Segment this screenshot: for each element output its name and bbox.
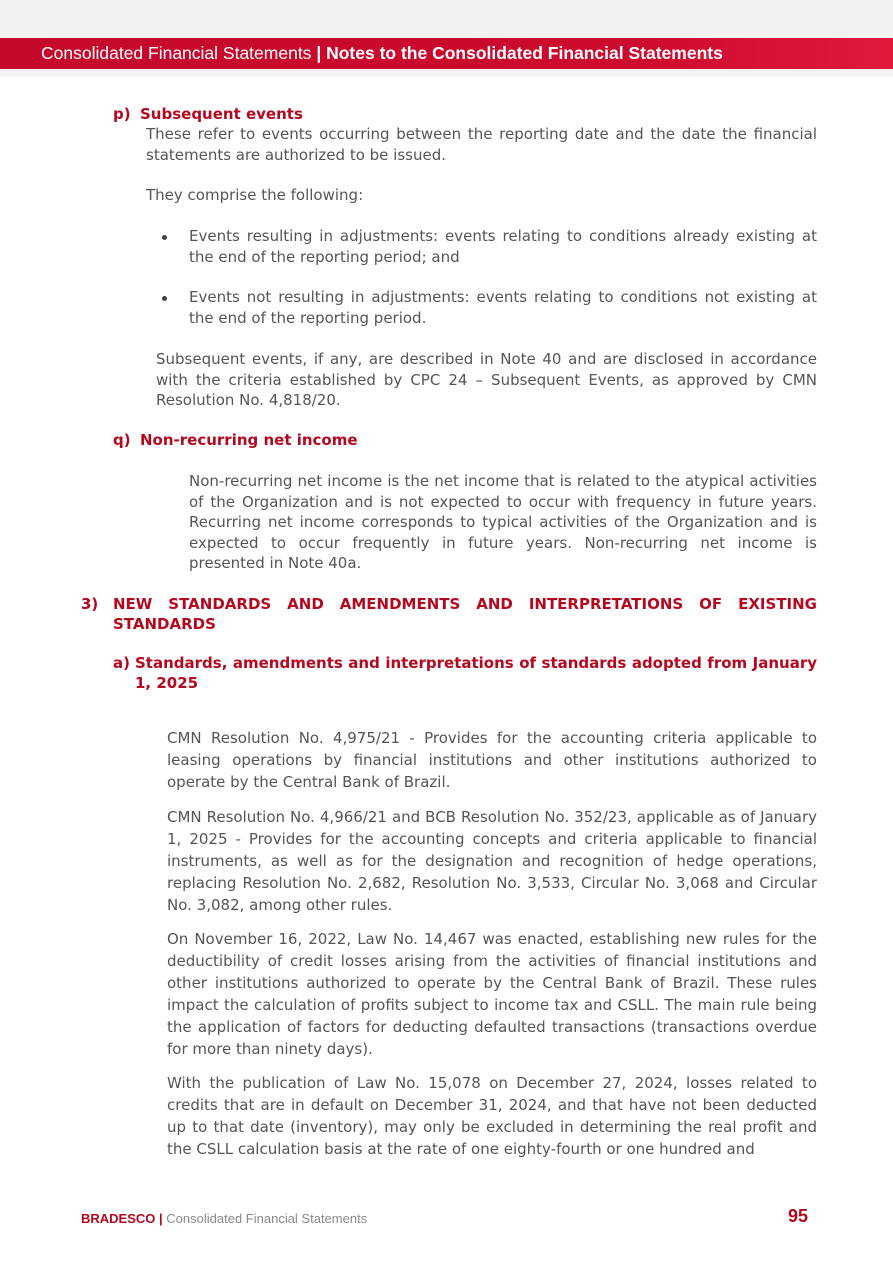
header-separator: |: [316, 43, 322, 63]
header-title: Notes to the Consolidated Financial Statements: [326, 43, 723, 63]
section-p-label: p): [113, 105, 131, 123]
page-number: 95: [788, 1206, 809, 1226]
section-p-para1: These refer to events occurring between the reporting date and the date the financial statements are authorized to be issued.: [146, 125, 817, 164]
footer-brand: BRADESCO: [81, 1211, 156, 1226]
section-q-para: Non-recurring net income is the net income that is related to the atypical activities of the Organization and is not expected to occur with frequency in future years. Recurring net income corresponds to typical activities of the Organization and is expected to occur frequently in future years. Non-recurring net income is presented in Note 40a.: [189, 472, 817, 572]
section-3-title: NEW STANDARDS AND AMENDMENTS AND INTERPRETATIONS OF EXISTING STANDARDS: [113, 595, 817, 633]
section-3a-label: a): [113, 654, 130, 672]
section-p-title: Subsequent events: [140, 105, 303, 123]
section-3-para-1: CMN Resolution No. 4,975/21 - Provides for the accounting criteria applicable to leasing operations by financial institutions and other institutions authorized to operate by the Central Bank of Brazil.: [167, 729, 817, 791]
section-p-bullet-1: Events resulting in adjustments: events relating to conditions already existing at the end of the reporting period; and: [189, 227, 817, 266]
section-q-label: q): [113, 431, 131, 449]
footer-subtitle: Consolidated Financial Statements: [166, 1211, 368, 1226]
section-3-para-4: With the publication of Law No. 15,078 on December 27, 2024, losses related to credits that are in default on December 31, 2024, and that have not been deducted up to that date (inventory), may only be excluded in determining the real profit and the CSLL calculation basis at the rate of one eighty-fourth or one hundred and: [167, 1074, 817, 1158]
top-gray-band: [0, 0, 893, 38]
bullet-dot: [162, 235, 167, 240]
section-p-bullet-2: Events not resulting in adjustments: events relating to conditions not existing at the end of the reporting period.: [189, 288, 817, 327]
section-p-para3: Subsequent events, if any, are described in Note 40 and are disclosed in accordance with the criteria established by CPC 24 – Subsequent Events, as approved by CMN Resolution No. 4,818/20.: [156, 350, 817, 409]
section-3a-title: Standards, amendments and interpretations of standards adopted from January 1, 2025: [135, 654, 817, 692]
header-section: Consolidated Financial Statements: [41, 43, 312, 63]
section-3-para-3: On November 16, 2022, Law No. 14,467 was enacted, establishing new rules for the deductibility of credit losses arising from the activities of financial institutions and other institutions authorized to operate by the Central Bank of Brazil. These rules impact the calculation of profits subject to income tax and CSLL. The main rule being the application of factors for deducting defaulted transactions (transactions overdue for more than ninety days).: [167, 930, 817, 1058]
section-q-title: Non-recurring net income: [140, 431, 358, 449]
section-3-number: 3): [81, 595, 99, 613]
section-p-para2: They comprise the following:: [146, 186, 364, 204]
header-shadow-band: [0, 69, 893, 77]
page-header-banner: [0, 38, 893, 69]
footer-separator: |: [159, 1211, 163, 1226]
section-3-para-2: CMN Resolution No. 4,966/21 and BCB Resolution No. 352/23, applicable as of January 1, 2025 - Provides for the accounting concepts and criteria applicable to financial instruments, as well as for the designation and recognition of hedge operations, replacing Resolution No. 2,682, Resolution No. 3,533, Circular No. 3,068 and Circular No. 3,082, among other rules.: [167, 808, 817, 914]
footer: [81, 1210, 367, 1228]
bullet-dot: [162, 296, 167, 301]
